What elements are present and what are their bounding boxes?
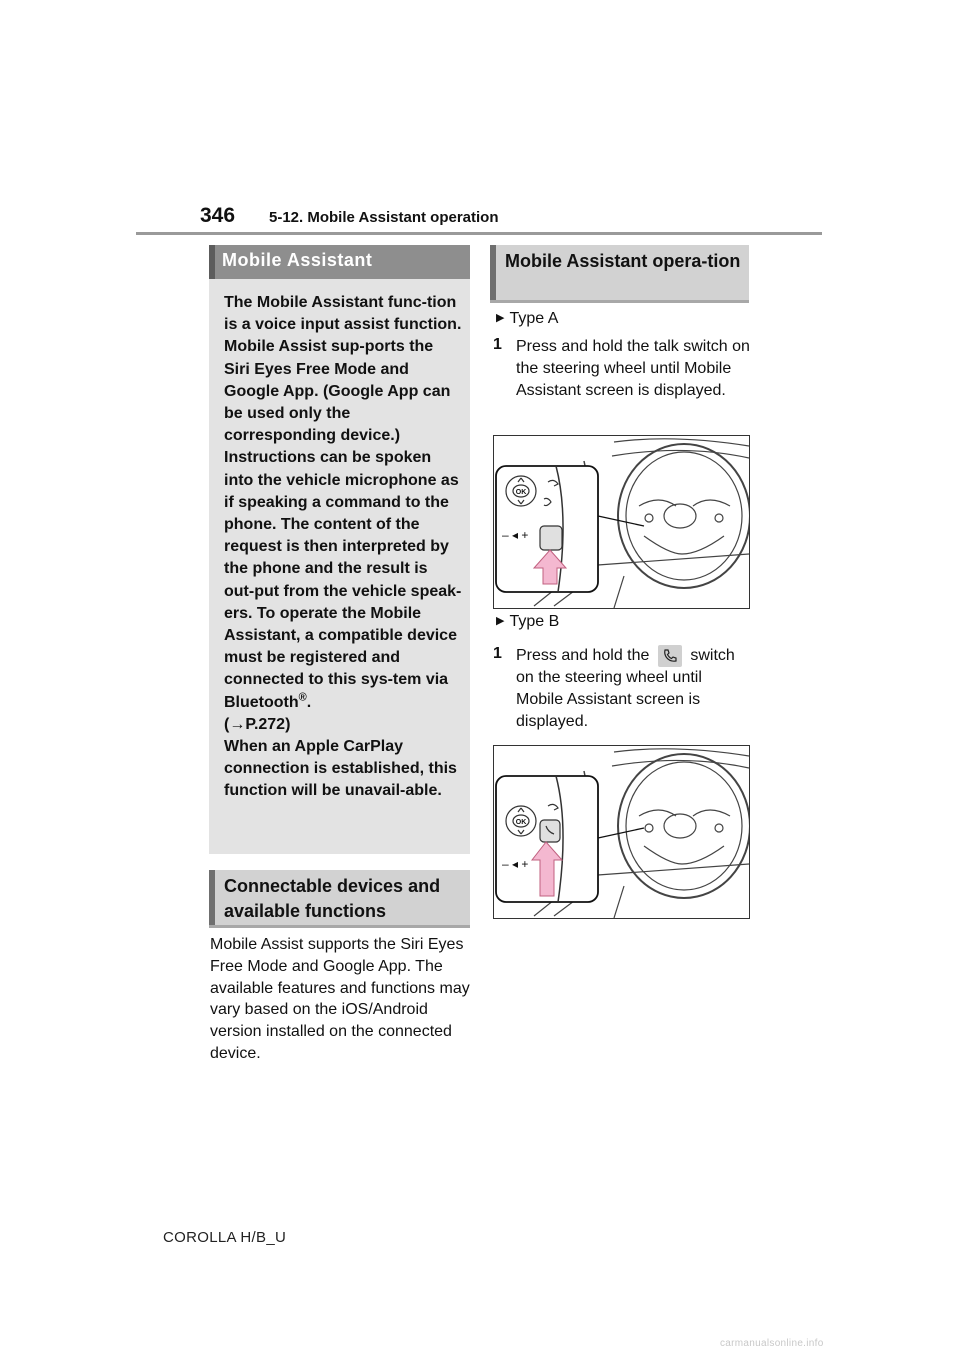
connectable-paragraph: Mobile Assist supports the Siri Eyes Free Mode and Google App. The available features and functions may vary based on the iOS/Android version installed on the connected device. bbox=[210, 936, 470, 1062]
watermark: carmanualsonline.info bbox=[720, 1338, 824, 1349]
registered-mark: ® bbox=[298, 691, 307, 704]
heading-accent-bar bbox=[209, 245, 215, 279]
svg-text:– ◂ +: – ◂ + bbox=[502, 857, 529, 871]
heading-accent-bar bbox=[209, 870, 215, 928]
connectable-heading bbox=[209, 870, 470, 928]
heading-text: Mobile Assistant bbox=[222, 250, 373, 270]
model-footer: COROLLA H/B_U bbox=[163, 1229, 287, 1246]
type-b-text: Type B bbox=[509, 613, 560, 630]
steering-wheel-illustration bbox=[494, 746, 749, 918]
steering-wheel-figure-type-b bbox=[493, 745, 750, 919]
heading-underline bbox=[490, 300, 749, 303]
svg-text:– ◂ +: – ◂ + bbox=[502, 528, 529, 542]
type-b-step-text bbox=[516, 645, 752, 732]
triangle-bullet-icon: ▶ bbox=[496, 312, 505, 324]
carplay-note: When an Apple CarPlay connection is established, this function will be unavail-able. bbox=[224, 738, 457, 800]
header-rule bbox=[136, 232, 822, 235]
heading-text: Mobile Assistant opera-tion bbox=[505, 251, 741, 271]
type-a-step-text: Press and hold the talk switch on the steering wheel until Mobile Assistant screen is displayed. bbox=[516, 338, 750, 399]
mobile-assistant-heading bbox=[209, 245, 470, 279]
intro-box bbox=[209, 279, 470, 854]
page-number: 346 bbox=[200, 204, 236, 227]
step-number: 1 bbox=[493, 336, 502, 353]
step-number: 1 bbox=[493, 645, 502, 662]
type-a-label bbox=[496, 310, 558, 328]
intro-main-text: The Mobile Assistant func-tion is a voice input assist function. Mobile Assist sup-ports the Siri Eyes Free Mode and Google App. (Google App can be used only the corresponding device.) Instructions can be spoken into the vehicle microphone as if speaking a command to the phone. The content of the request is then interpreted by the phone and the result is out-put from the vehicle speak-ers. To operate the Mobile Assistant, a compatible device must be registered and connected to this sys-tem via Bluetooth bbox=[224, 294, 462, 711]
phone-icon bbox=[658, 645, 682, 667]
type-b-step-before: Press and hold the bbox=[516, 647, 650, 664]
ok-button-label: OK bbox=[515, 489, 527, 496]
intro-period: . bbox=[306, 693, 312, 711]
type-b-step-after: switch on the steering wheel until Mobile Assistant screen is displayed. bbox=[516, 647, 735, 730]
page-reference: (→P.272) bbox=[224, 715, 291, 733]
type-b-label bbox=[496, 613, 559, 631]
triangle-bullet-icon: ▶ bbox=[496, 615, 505, 627]
heading-text: Connectable devices and available functions bbox=[224, 876, 441, 921]
type-a-text: Type A bbox=[509, 310, 559, 327]
operation-heading bbox=[490, 245, 749, 303]
heading-underline bbox=[209, 925, 470, 928]
heading-accent-bar bbox=[490, 245, 496, 303]
steering-wheel-figure-type-a bbox=[493, 435, 750, 609]
ok-button-label: OK bbox=[515, 819, 527, 826]
steering-wheel-illustration bbox=[494, 436, 749, 608]
section-title: 5-12. Mobile Assistant operation bbox=[269, 209, 499, 226]
